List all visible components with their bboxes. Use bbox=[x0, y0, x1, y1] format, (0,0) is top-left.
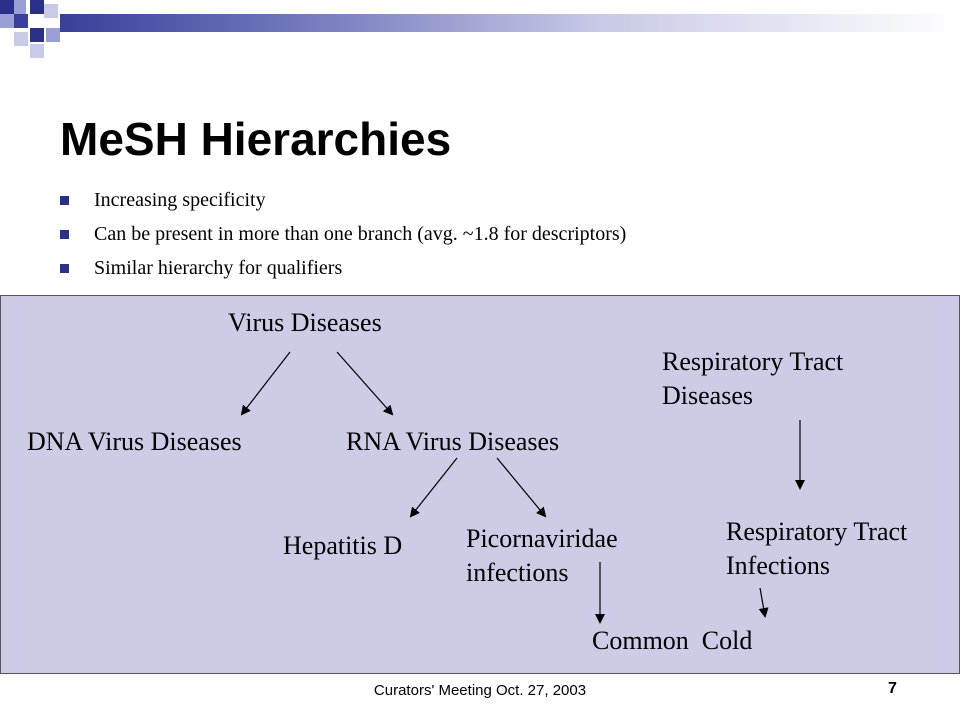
bullet-list bbox=[60, 184, 626, 286]
deco-square bbox=[30, 0, 44, 14]
deco-square bbox=[30, 44, 44, 58]
deco-square bbox=[46, 28, 60, 42]
bullet-text: Similar hierarchy for qualifiers bbox=[94, 257, 343, 279]
deco-square bbox=[14, 0, 26, 14]
deco-square bbox=[30, 28, 44, 42]
node-line: Picornaviridae bbox=[466, 524, 618, 553]
node-line: Respiratory Tract bbox=[726, 517, 908, 546]
node-line: infections bbox=[466, 558, 569, 587]
deco-square bbox=[44, 4, 58, 18]
node-line: Respiratory Tract bbox=[662, 347, 844, 376]
node-rna-virus-diseases: RNA Virus Diseases bbox=[346, 427, 560, 456]
square-bullet-icon bbox=[60, 196, 69, 205]
node-dna-virus-diseases: DNA Virus Diseases bbox=[27, 427, 242, 456]
page-number: 7 bbox=[888, 680, 897, 697]
square-bullet-icon bbox=[60, 230, 69, 239]
node-respiratory-tract-diseases bbox=[662, 345, 843, 413]
deco-square bbox=[0, 0, 14, 14]
bullet-item bbox=[60, 252, 626, 286]
node-line: Diseases bbox=[662, 381, 753, 410]
node-line: Infections bbox=[726, 551, 830, 580]
bullet-text: Increasing specificity bbox=[94, 189, 266, 211]
square-bullet-icon bbox=[60, 264, 69, 273]
slide-title: MeSH Hierarchies bbox=[60, 113, 452, 165]
bullet-item bbox=[60, 218, 626, 252]
node-hepatitis-d: Hepatitis D bbox=[283, 531, 403, 560]
node-picornaviridae-infections bbox=[466, 522, 618, 590]
node-virus-diseases: Virus Diseases bbox=[228, 308, 382, 337]
deco-square bbox=[14, 32, 28, 46]
bullet-text: Can be present in more than one branch (avg. ~1.8 for descriptors) bbox=[94, 223, 627, 245]
deco-square bbox=[0, 14, 14, 28]
bullet-item bbox=[60, 184, 626, 218]
node-common-cold: Common Cold bbox=[592, 626, 753, 655]
node-respiratory-tract-infections bbox=[726, 515, 907, 583]
title-bar-gradient bbox=[60, 14, 960, 32]
deco-square bbox=[14, 14, 28, 28]
slide-footer: Curators' Meeting Oct. 27, 2003 bbox=[373, 682, 587, 699]
